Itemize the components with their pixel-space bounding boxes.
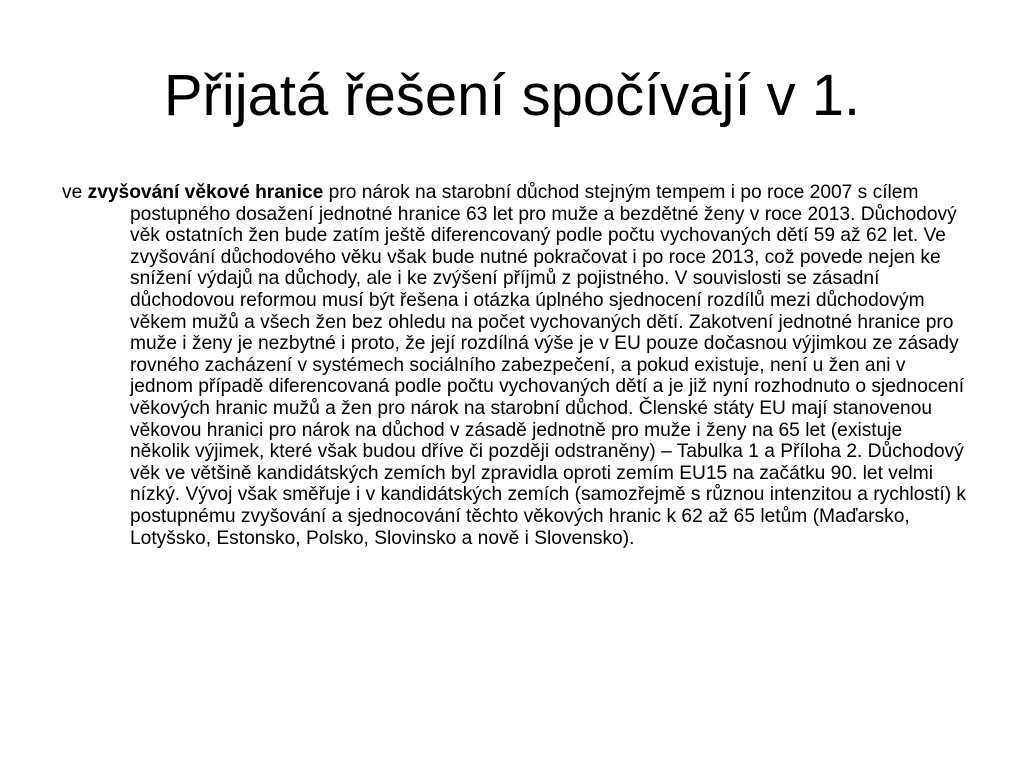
- slide-body-paragraph: [62, 182, 967, 549]
- paragraph-prefix: ve: [62, 182, 88, 203]
- paragraph-rest: pro nárok na starobní důchod stejným tempem i po roce 2007 s cílem postupného dosažení jednotné hranice 63 let pro muže a bezdětné ženy v roce 2013. Důchodový věk ostatních žen bude zatím ještě diferencovaný podle počtu vychovaných dětí 59 až 62 let. Ve zvyšování důchodového věku však bude nutné pokračovat i po roce 2013, což povede nejen ke snížení výdajů na důchody, ale i ke zvýšení příjmů z pojistného. V souvislosti se zásadní důchodovou reformou musí být řešena i otázka úplného sjednocení rozdílů mezi důchodovým věkem mužů a všech žen bez ohledu na počet vychovaných dětí. Zakotvení jednotné hranice pro muže i ženy je nezbytné i proto, že její rozdílná výše je v EU pouze dočasnou výjimkou ze zásady rovného zacházení v systémech sociálního zabezpečení, a pokud existuje, není u žen ani v jednom případě diferencovaná podle počtu vychovaných dětí a je již nyní rozhodnuto o sjednocení věkových hranic mužů a žen pro nárok na starobní důchod. Členské státy EU mají stanovenou věkovou hranici pro nárok na důchod v zásadě jednotně pro muže i ženy na 65 let (existuje několik výjimek, které však budou dříve či později odstraněny) – Tabulka 1 a Příloha 2. Důchodový věk ve většině kandidátských zemích byl zpravidla oproti zemím EU15 na začátku 90. let velmi nízký. Vývoj však směřuje i v kandidátských zemích (samozřejmě s různou intenzitou a rychlostí) k postupnému zvyšování a sjednocování těchto věkových hranic k 62 až 65 letům (Maďarsko, Lotyšsko, Estonsko, Polsko, Slovinsko a nově i Slovensko).: [130, 182, 967, 549]
- slide-title: Přijatá řešení spočívají v 1.: [163, 63, 861, 128]
- paragraph-bold-term: zvyšování věkové hranice: [87, 182, 324, 203]
